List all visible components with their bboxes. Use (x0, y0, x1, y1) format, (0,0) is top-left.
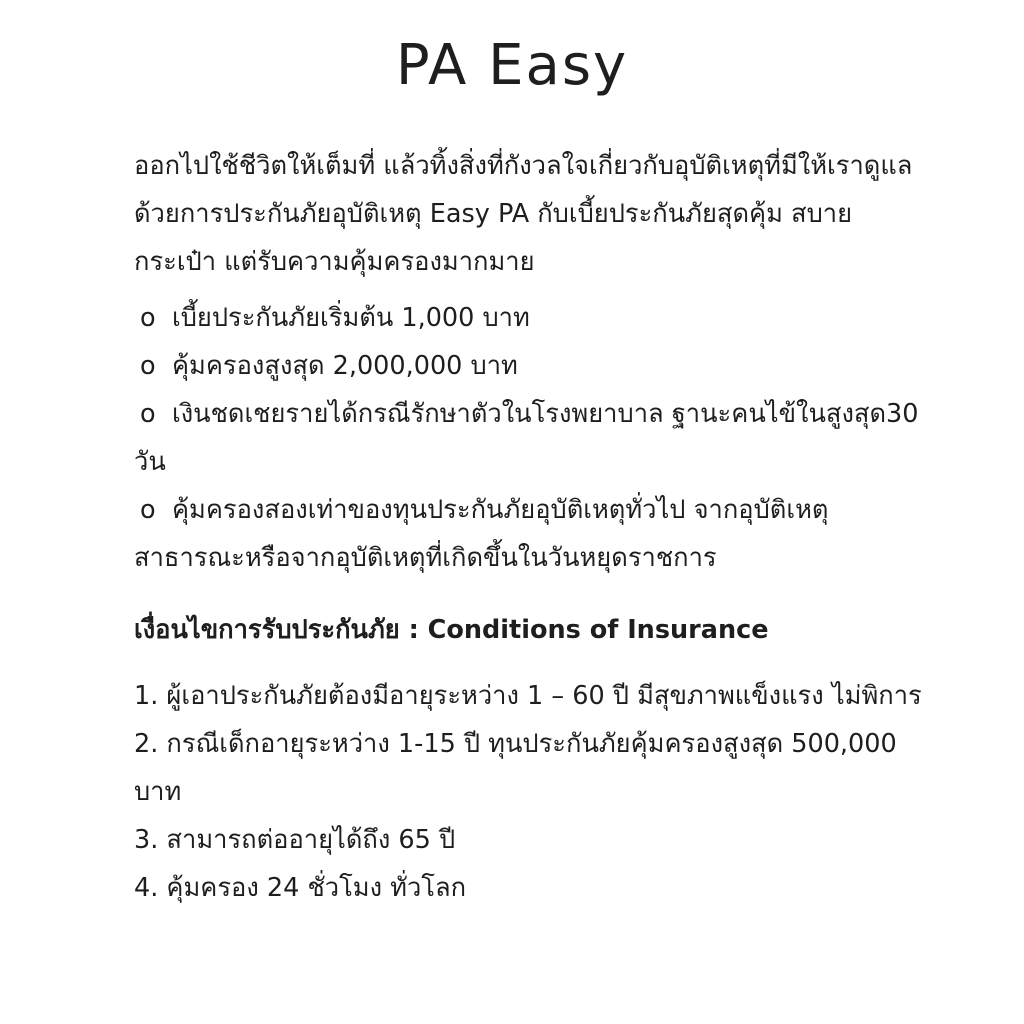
condition-item: 1. ผู้เอาประกันภัยต้องมีอายุระหว่าง 1 – 60 ปี มีสุขภาพแข็งแรง ไม่พิการ (134, 681, 922, 711)
benefit-text: คุ้มครองสองเท่าของทุนประกันภัยอุบัติเหตุทั่วไป จากอุบัติเหตุสาธารณะหรือจากอุบัติเหตุที่เกิดขึ้นในวันหยุดราชการ (134, 495, 829, 573)
bullet-marker: o (140, 303, 156, 333)
condition-item: 4. คุ้มครอง 24 ชั่วโมง ทั่วโลก (134, 873, 467, 903)
condition-item: 2. กรณีเด็กอายุระหว่าง 1-15 ปี ทุนประกันภัยคุ้มครองสูงสุด 500,000 บาท (134, 729, 897, 807)
benefit-item (134, 390, 924, 486)
bullet-marker: o (140, 399, 156, 429)
benefit-text: เงินชดเชยรายได้กรณีรักษาตัวในโรงพยาบาล ฐานะคนไข้ในสูงสุด30 วัน (134, 399, 919, 477)
benefit-item (134, 342, 924, 390)
benefit-text: เบี้ยประกันภัยเริ่มต้น 1,000 บาท (172, 303, 530, 333)
benefit-item (134, 294, 924, 342)
bullet-marker: o (140, 495, 156, 525)
benefit-text: คุ้มครองสูงสุด 2,000,000 บาท (172, 351, 518, 381)
benefits-list (134, 294, 924, 582)
page-title: PA Easy (395, 33, 629, 98)
conditions-list (134, 672, 924, 912)
intro-paragraph: ออกไปใช้ชีวิตให้เต็มที่ แล้วทิ้งสิ่งที่กังวลใจเกี่ยวกับอุบัติเหตุที่มีให้เราดูแล ด้วยการประกันภัยอุบัติเหตุ Easy PA กับเบี้ยประกันภัยสุดคุ้ม สบายกระเป๋า แต่รับความคุ้มครองมากมาย (134, 151, 913, 277)
document-body (134, 142, 924, 912)
conditions-heading: เงื่อนไขการรับประกันภัย : Conditions of Insurance (134, 615, 769, 645)
bullet-marker: o (140, 351, 156, 381)
benefit-item (134, 486, 924, 582)
condition-item: 3. สามารถต่ออายุได้ถึง 65 ปี (134, 825, 456, 855)
